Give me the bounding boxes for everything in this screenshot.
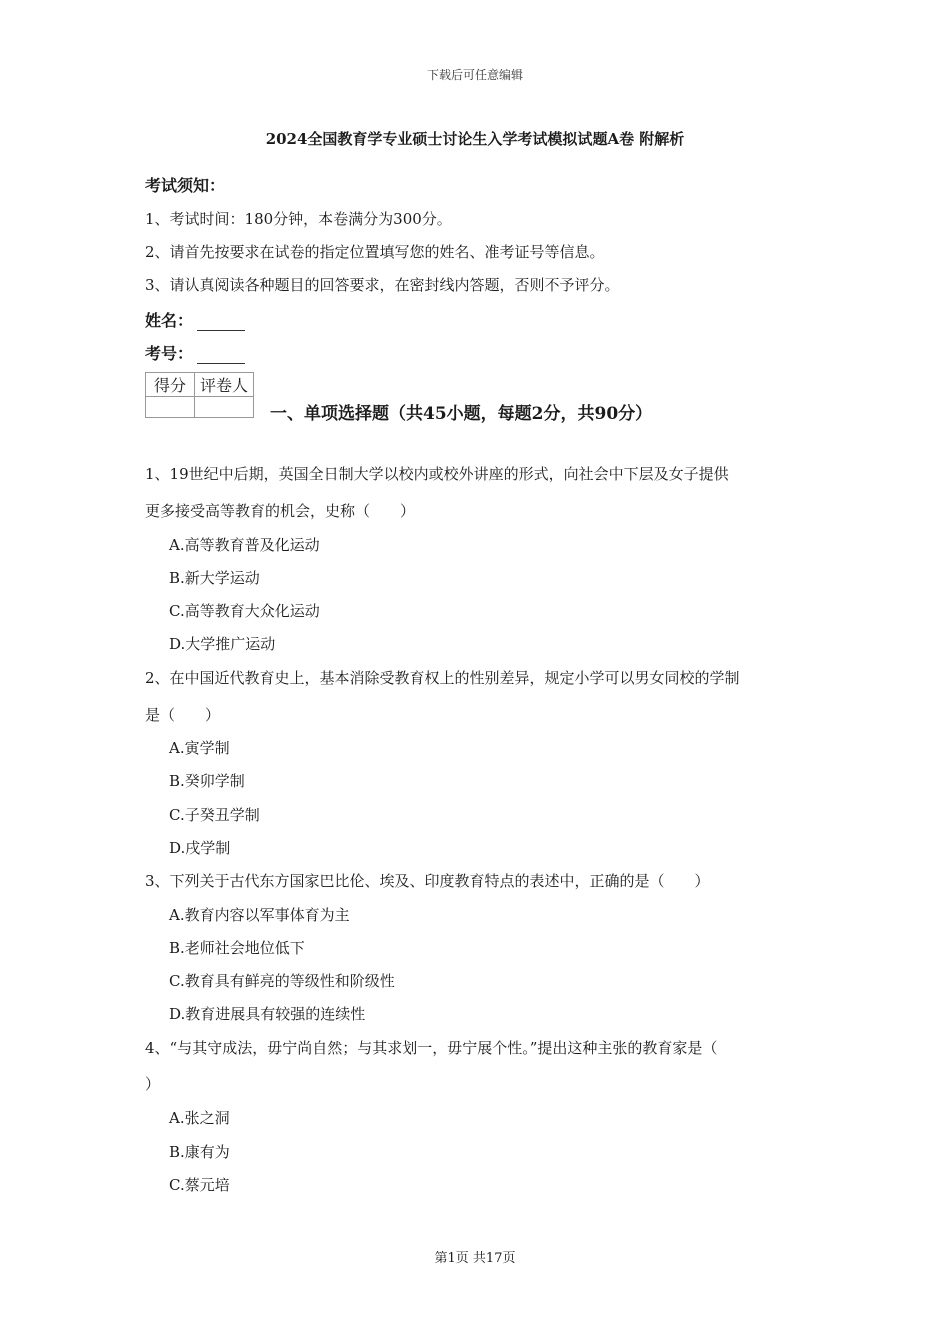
question-2-option-a[interactable]: A.寅学制: [169, 739, 230, 757]
question-2-text: 是（ ）: [145, 706, 221, 724]
id-label: 考号：: [145, 344, 194, 363]
question-3-text: 3、下列关于古代东方国家巴比伦、埃及、印度教育特点的表述中，正确的是（ ）: [145, 872, 710, 890]
question-3-option-d[interactable]: D.教育进展具有较强的连续性: [169, 1005, 366, 1023]
question-1-option-b[interactable]: B.新大学运动: [169, 569, 260, 587]
name-field: [145, 308, 245, 331]
page-number: 第1页 共17页: [434, 1251, 516, 1266]
instruction-item: 1、考试时间：180分钟，本卷满分为300分。: [145, 210, 452, 228]
question-1-option-d[interactable]: D.大学推广运动: [169, 635, 276, 653]
document-title: 2024全国教育学专业硕士讨论生入学考试模拟试题A卷 附解析: [265, 130, 685, 148]
question-4-text: 4、“与其守成法，毋宁尚自然；与其求划一，毋宁展个性。”提出这种主张的教育家是（: [145, 1039, 718, 1057]
question-1-option-c[interactable]: C.高等教育大众化运动: [169, 602, 320, 620]
grader-header: 评卷人: [195, 373, 254, 397]
question-1-text: 1、19世纪中后期，英国全日制大学以校内或校外讲座的形式，向社会中下层及女子提供: [145, 465, 729, 483]
question-2-text: 2、在中国近代教育史上，基本消除受教育权上的性别差异，规定小学可以男女同校的学制: [145, 669, 740, 687]
instruction-item: 2、请首先按要求在试卷的指定位置填写您的姓名、准考证号等信息。: [145, 243, 605, 261]
header-note: 下载后可任意编辑: [426, 68, 523, 82]
instruction-item: 3、请认真阅读各种题目的回答要求，在密封线内答题，否则不予评分。: [145, 276, 620, 294]
score-header: 得分: [146, 373, 195, 397]
score-cell[interactable]: [146, 397, 195, 418]
name-label: 姓名：: [145, 311, 194, 330]
section-title: 一、单项选择题（共45小题，每题2分，共90分）: [270, 404, 653, 424]
instructions-heading: 考试须知：: [145, 176, 226, 195]
question-4-text: ）: [145, 1075, 161, 1093]
grader-cell[interactable]: [195, 397, 254, 418]
question-1-text: 更多接受高等教育的机会，史称（ ）: [145, 502, 416, 520]
question-2-option-d[interactable]: D.戌学制: [169, 839, 231, 857]
question-3-option-c[interactable]: C.教育具有鲜亮的等级性和阶级性: [169, 972, 395, 990]
question-3-option-b[interactable]: B.老师社会地位低下: [169, 939, 305, 957]
question-3-option-a[interactable]: A.教育内容以军事体育为主: [169, 906, 350, 924]
question-4-option-a[interactable]: A.张之洞: [169, 1109, 230, 1127]
question-2-option-b[interactable]: B.癸卯学制: [169, 772, 245, 790]
question-2-option-c[interactable]: C.子癸丑学制: [169, 806, 260, 824]
question-4-option-b[interactable]: B.康有为: [169, 1143, 230, 1161]
score-table: [145, 372, 254, 418]
question-1-option-a[interactable]: A.高等教育普及化运动: [169, 536, 320, 554]
id-field: [145, 341, 245, 364]
question-4-option-c[interactable]: C.蔡元培: [169, 1176, 230, 1194]
id-blank[interactable]: [197, 349, 245, 364]
name-blank[interactable]: [197, 316, 245, 331]
